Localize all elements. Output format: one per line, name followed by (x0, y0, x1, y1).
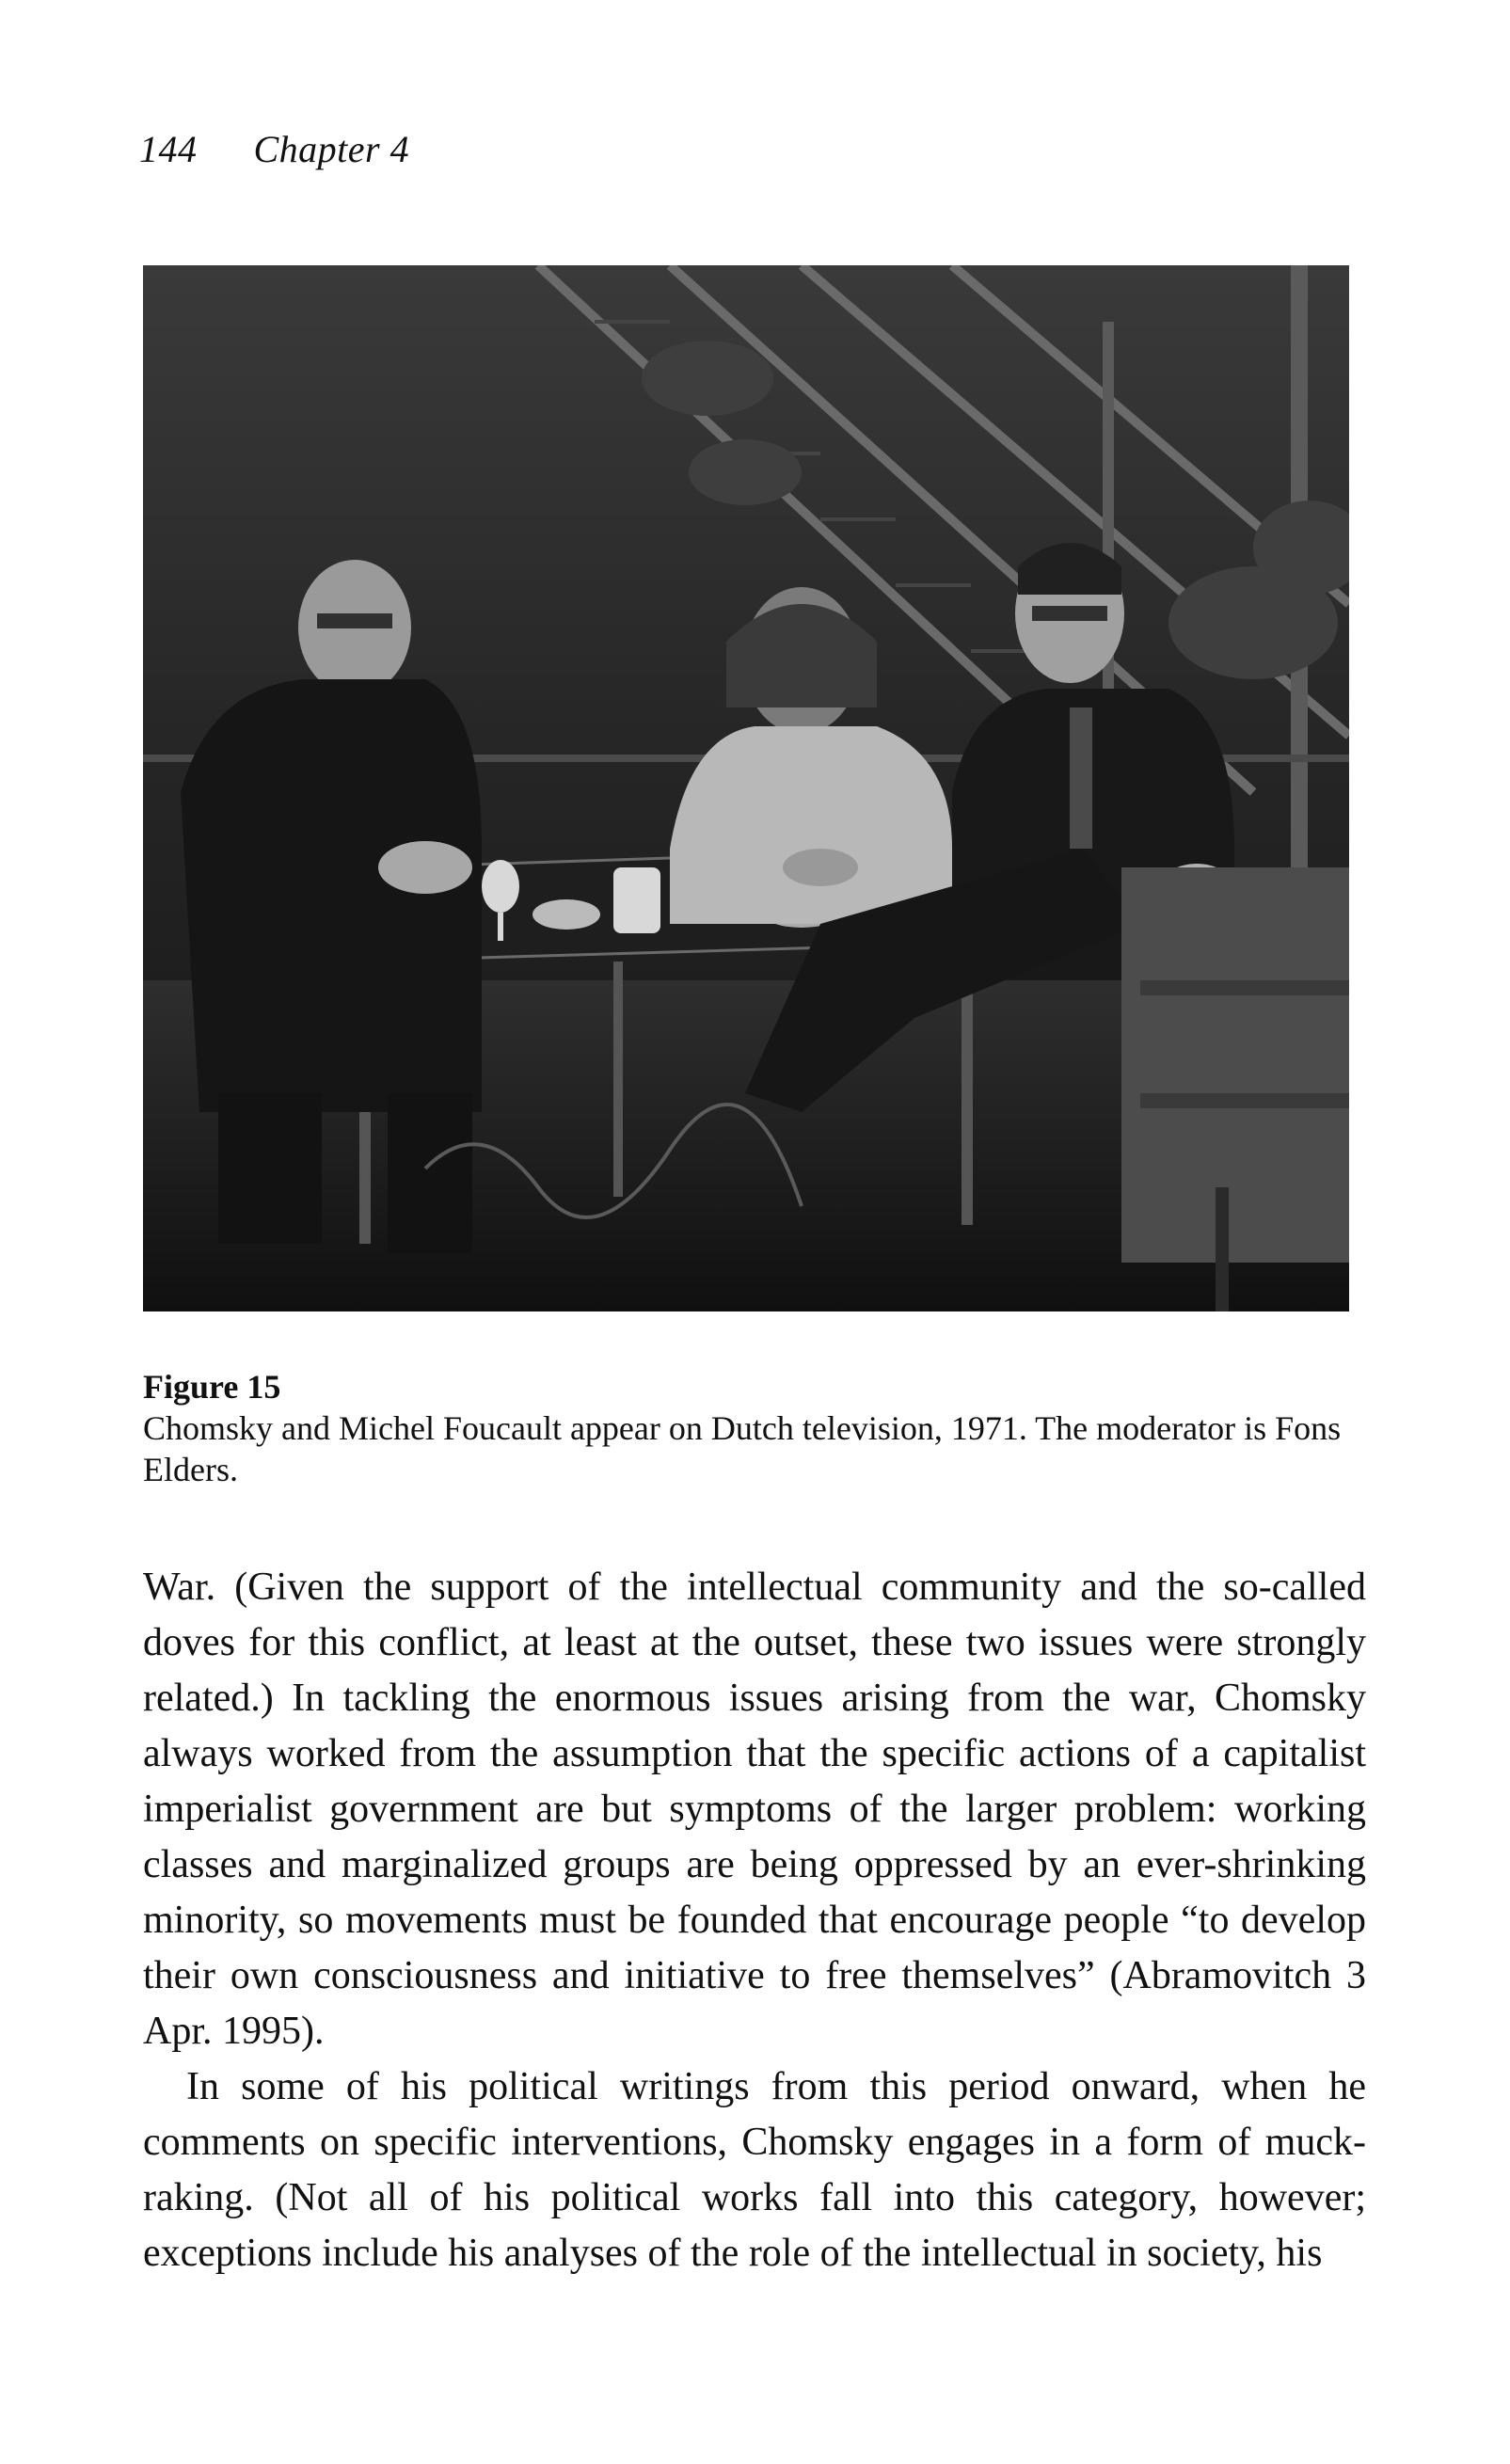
figure-caption (143, 1366, 1366, 1490)
running-head (139, 127, 409, 171)
photo-illustration (143, 265, 1349, 1311)
figure-photo (143, 265, 1349, 1311)
body-text (143, 1560, 1366, 2281)
figure-label: Figure 15 (143, 1368, 281, 1406)
paragraph: War. (Given the support of the intellectual community and the so-called doves for this conflict, at least at the outset, these two issues were strongly related.) In tackling the enormous issues arising from the war, Chomsky always worked from the assumption that the specific actions of a capitalist imperialist government are but symptoms of the larger problem: working classes and marginalized groups are being oppressed by an ever-shrinking minority, so movements must be founded that encourage people “to develop their own consciousness and initiative to free themselves” (Abramovitch 3 Apr. 1995). (143, 1566, 1366, 2053)
page-number: 144 (139, 128, 198, 170)
armchair (1121, 867, 1349, 1311)
paragraph: In some of his political writings from this period onward, when he comments on specific interventions, Chomsky engages in a form of muckraking. (Not all of his political works fall into this category, however; exceptions include his analyses of the role of the intellectual in society, his (143, 2065, 1366, 2275)
figure-caption-text: Chomsky and Michel Foucault appear on Dutch television, 1971. The moderator is Fons Elders. (143, 1409, 1342, 1488)
chapter-title: Chapter 4 (253, 128, 410, 170)
